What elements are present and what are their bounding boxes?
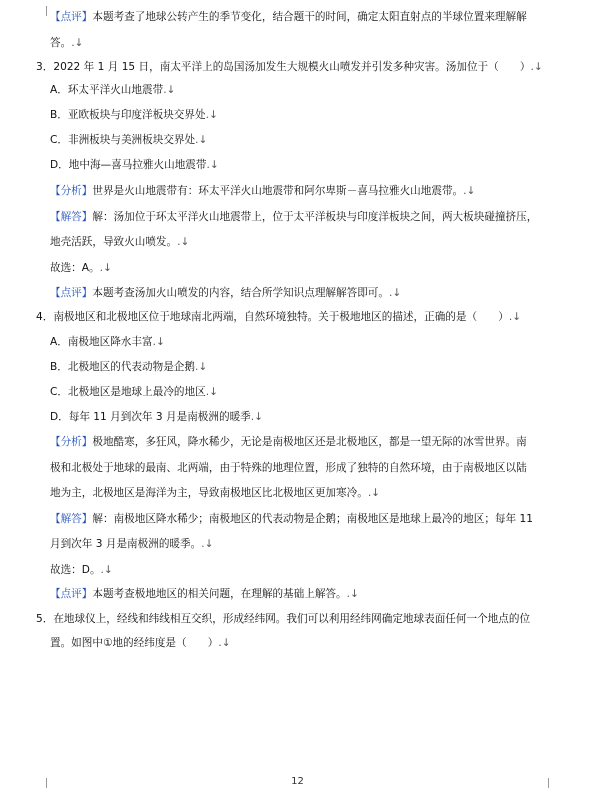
question-4-option-b: B．北极地区的代表动物是企鹅.↓ — [50, 361, 208, 373]
comment-text: 本题考查了地球公转产生的季节变化，结合题干的时间，确定太阳直射点的半球位置来理解解 — [92, 11, 527, 23]
question-3-option-a: A．环太平洋火山地震带.↓ — [50, 84, 176, 96]
comment-tag: 【点评】 — [50, 588, 93, 600]
question-3-option-d: D．地中海—喜马拉雅火山地震带.↓ — [50, 159, 219, 171]
analysis-tag: 【分析】 — [50, 185, 93, 197]
prev-comment-line-2 — [50, 36, 83, 50]
question-5-stem-line-1: 5．在地球仪上，经线和纬线相互交织，形成经纬网。我们可以利用经纬网确定地球表面任何一个地点的位 — [36, 613, 531, 625]
question-4-answer-line-2: 月到次年 3 月是南极洲的暖季。.↓ — [50, 538, 214, 550]
question-3-answer-line-1: 【解答】解：汤加位于环太平洋火山地震带上，位于太平洋板块与印度洋板块之间，两大板块碰撞挤压， — [50, 211, 538, 223]
question-3-answer-line-2: 地壳活跃，导致火山喷发。.↓ — [50, 236, 190, 248]
question-4-option-c: C．北极地区是地球上最冷的地区.↓ — [50, 386, 218, 398]
comment-tag: 【点评】 — [50, 287, 93, 299]
question-3-option-b: B．亚欧板块与印度洋板块交界处.↓ — [50, 109, 218, 121]
question-4-analysis-line-3: 地为主，北极地区是海洋为主，导致南极地区比北极地区更加寒冷。.↓ — [50, 487, 381, 499]
page-number: 12 — [291, 776, 304, 787]
question-4-analysis-line-2: 极和北极处于地球的最南、北两端，由于特殊的地理位置，形成了独特的自然环境，由于南极地区以陆 — [50, 462, 527, 474]
prev-comment-line-1 — [50, 10, 527, 24]
answer-tag: 【解答】 — [50, 211, 93, 223]
question-4-answer-line-1: 【解答】解：南极地区降水稀少；南极地区的代表动物是企鹅；南极地区是地球上最冷的地区；每年 11 — [50, 513, 533, 525]
question-3-analysis: 【分析】世界是火山地震带有：环太平洋火山地震带和阿尔卑斯－喜马拉雅火山地震带。.↓ — [50, 185, 476, 197]
paragraph-mark: .↓ — [71, 37, 84, 49]
question-3-comment: 【点评】本题考查汤加火山喷发的内容，结合所学知识点理解解答即可。.↓ — [50, 287, 402, 299]
question-4-comment: 【点评】本题考查极地地区的相关问题，在理解的基础上解答。.↓ — [50, 588, 359, 600]
crop-mark-top-left — [36, 6, 47, 16]
question-4-choice: 故选：D。.↓ — [50, 564, 113, 576]
question-4-option-a: A．南极地区降水丰富.↓ — [50, 336, 165, 348]
analysis-tag: 【分析】 — [50, 436, 93, 448]
comment-tag: 【点评】 — [50, 11, 93, 23]
question-3-choice: 故选：A。.↓ — [50, 262, 112, 274]
question-4-option-d: D．每年 11 月到次年 3 月是南极洲的暖季.↓ — [50, 411, 264, 423]
question-3-stem: 3．2022 年 1 月 15 日，南太平洋上的岛国汤加发生大规模火山喷发并引发多种灾害。汤加位于（ ）.↓ — [36, 61, 543, 73]
question-4-analysis-line-1: 【分析】极地酷寒，多狂风，降水稀少，无论是南极地区还是北极地区，都是一望无际的冰雪世界。南 — [50, 436, 527, 448]
question-4-stem: 4．南极地区和北极地区位于地球南北两端，自然环境独特。关于极地地区的描述，正确的是（ ）.↓ — [36, 311, 522, 323]
question-3-option-c: C．非洲板块与美洲板块交界处.↓ — [50, 134, 208, 146]
question-5-stem-line-2: 置。如图中①地的经纬度是（ ）.↓ — [50, 637, 231, 649]
answer-tag: 【解答】 — [50, 513, 93, 525]
comment-text: 答。 — [50, 37, 72, 49]
